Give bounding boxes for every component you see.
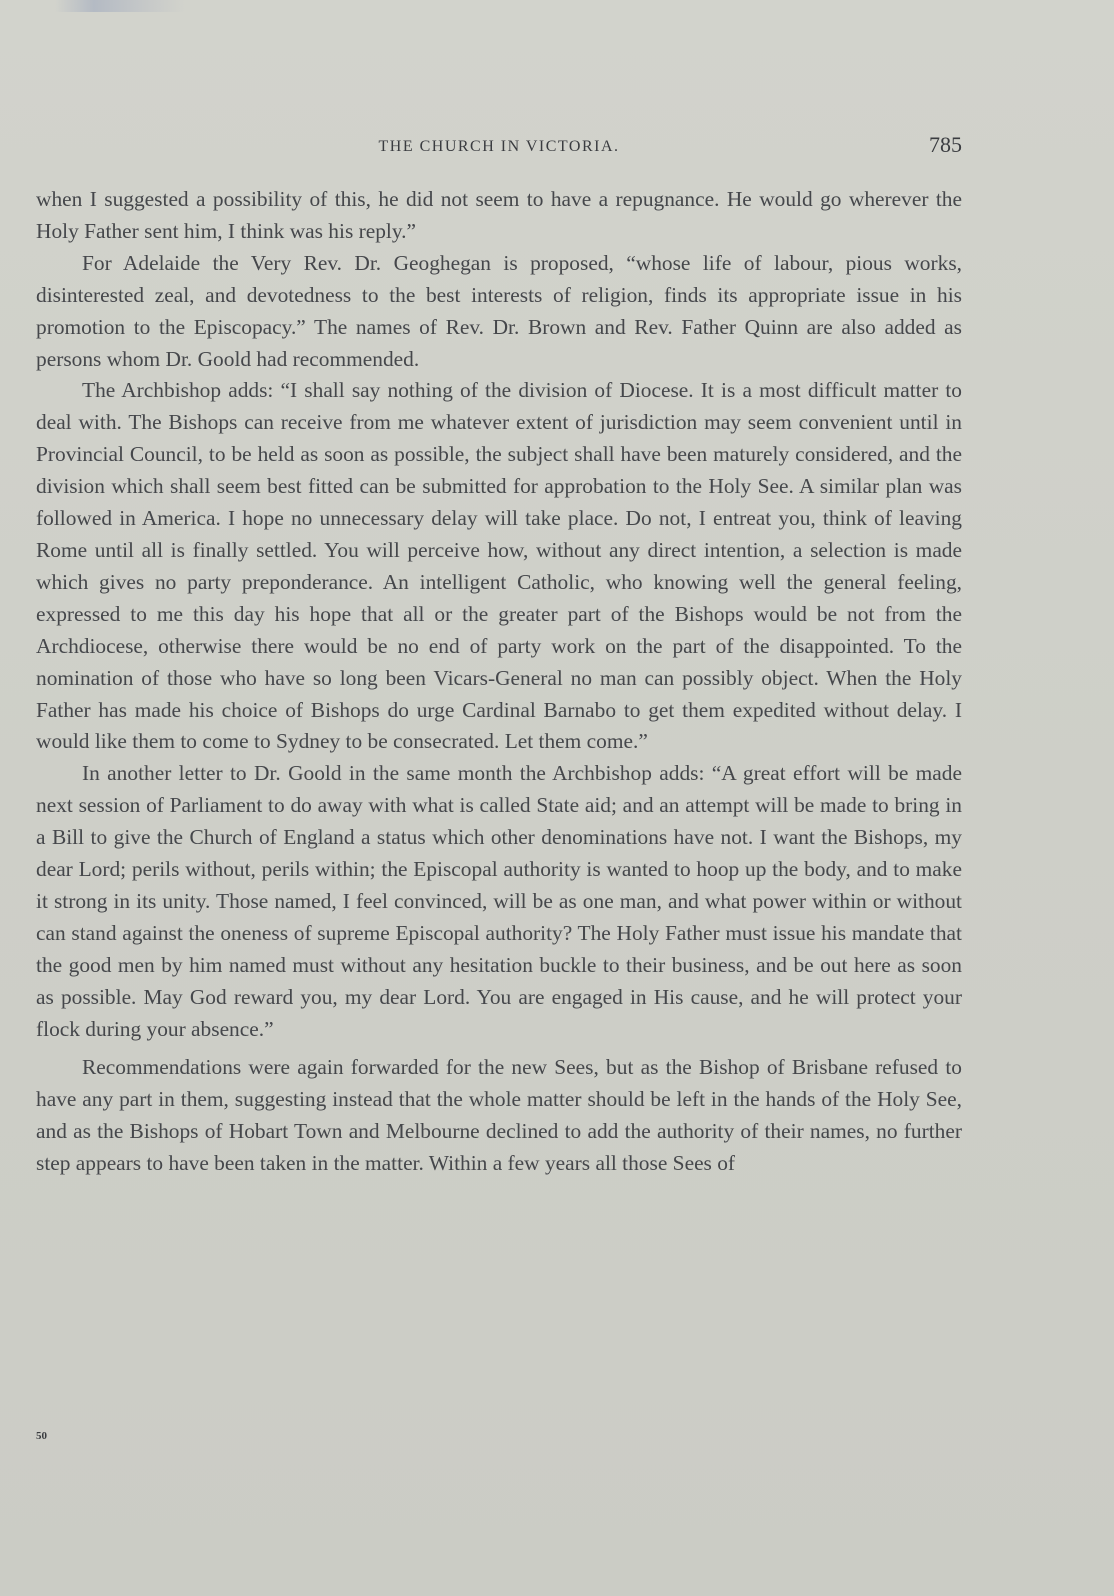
page-header bbox=[36, 130, 962, 160]
page-stain bbox=[55, 0, 185, 12]
paragraph-adelaide: For Adelaide the Very Rev. Dr. Geoghegan is proposed, “whose life of labour, pious works, disinterested zeal, and devotedness to the best interests of religion, finds its appropriate issue in his promotion to the Episcopacy.” The names of Rev. Dr. Brown and Rev. Father Quinn are also added as persons whom Dr. Goold had recommended. bbox=[36, 250, 962, 371]
running-title: THE CHURCH IN VICTORIA. bbox=[378, 138, 620, 155]
paragraph-continuation: when I suggested a possibility of this, he did not seem to have a repugnance. He would go wherever the Holy Father sent him, I think was his reply.” bbox=[36, 187, 962, 243]
page-number: 785 bbox=[929, 132, 962, 157]
paragraph-another-letter: In another letter to Dr. Goold in the same month the Archbishop adds: “A great effort will be made next session of Parliament to do away with what is called State aid; and an attempt will be made to bring in a Bill to give the Church of England a status which other denominations have not. I want the Bishops, my dear Lord; perils without, perils within; the Episcopal authority is wanted to hoop up the body, and to make it strong in its unity. Those named, I feel convinced, will be as one man, and what power within or without can stand against the oneness of supreme Episcopal authority? The Holy Father must issue his mandate that the good men by him named must without any hesitation buckle to their business, and be out here as soon as possible. May God reward you, my dear Lord. You are engaged in His cause, and he will protect your flock during your absence.” bbox=[36, 761, 962, 1041]
signature-mark: 50 bbox=[36, 1430, 47, 1442]
body-text bbox=[36, 184, 962, 1180]
paragraph-archbishop-adds: The Archbishop adds: “I shall say nothing of the division of Diocese. It is a most difficult matter to deal with. The Bishops can receive from me whatever extent of jurisdiction may seem convenient until in Provincial Council, to be held as soon as possible, the subject shall have been maturely considered, and the division which shall seem best fitted can be submitted for approbation to the Holy See. A similar plan was followed in America. I hope no unnecessary delay will take place. Do not, I entreat you, think of leaving Rome until all is finally settled. You will perceive how, without any direct intention, a selection is made which gives no party preponderance. An intelligent Catholic, who knowing well the general feeling, expressed to me this day his hope that all or the greater part of the Bishops would be not from the Archdiocese, otherwise there would be no end of party work on the part of the disappointed. To the nomination of those who have so long been Vicars-General no man can possibly object. When the Holy Father has made his choice of Bishops do urge Cardinal Barnabo to get them expedited without delay. I would like them to come to Sydney to be consecrated. Let them come.” bbox=[36, 378, 962, 754]
paragraph-recommendations: Recommendations were again forwarded for the new Sees, but as the Bishop of Brisbane refused to have any part in them, suggesting instead that the whole matter should be left in the hands of the Holy See, and as the Bishops of Hobart Town and Melbourne declined to add the authority of their names, no further step appears to have been taken in the matter. Within a few years all those Sees of bbox=[36, 1055, 962, 1176]
